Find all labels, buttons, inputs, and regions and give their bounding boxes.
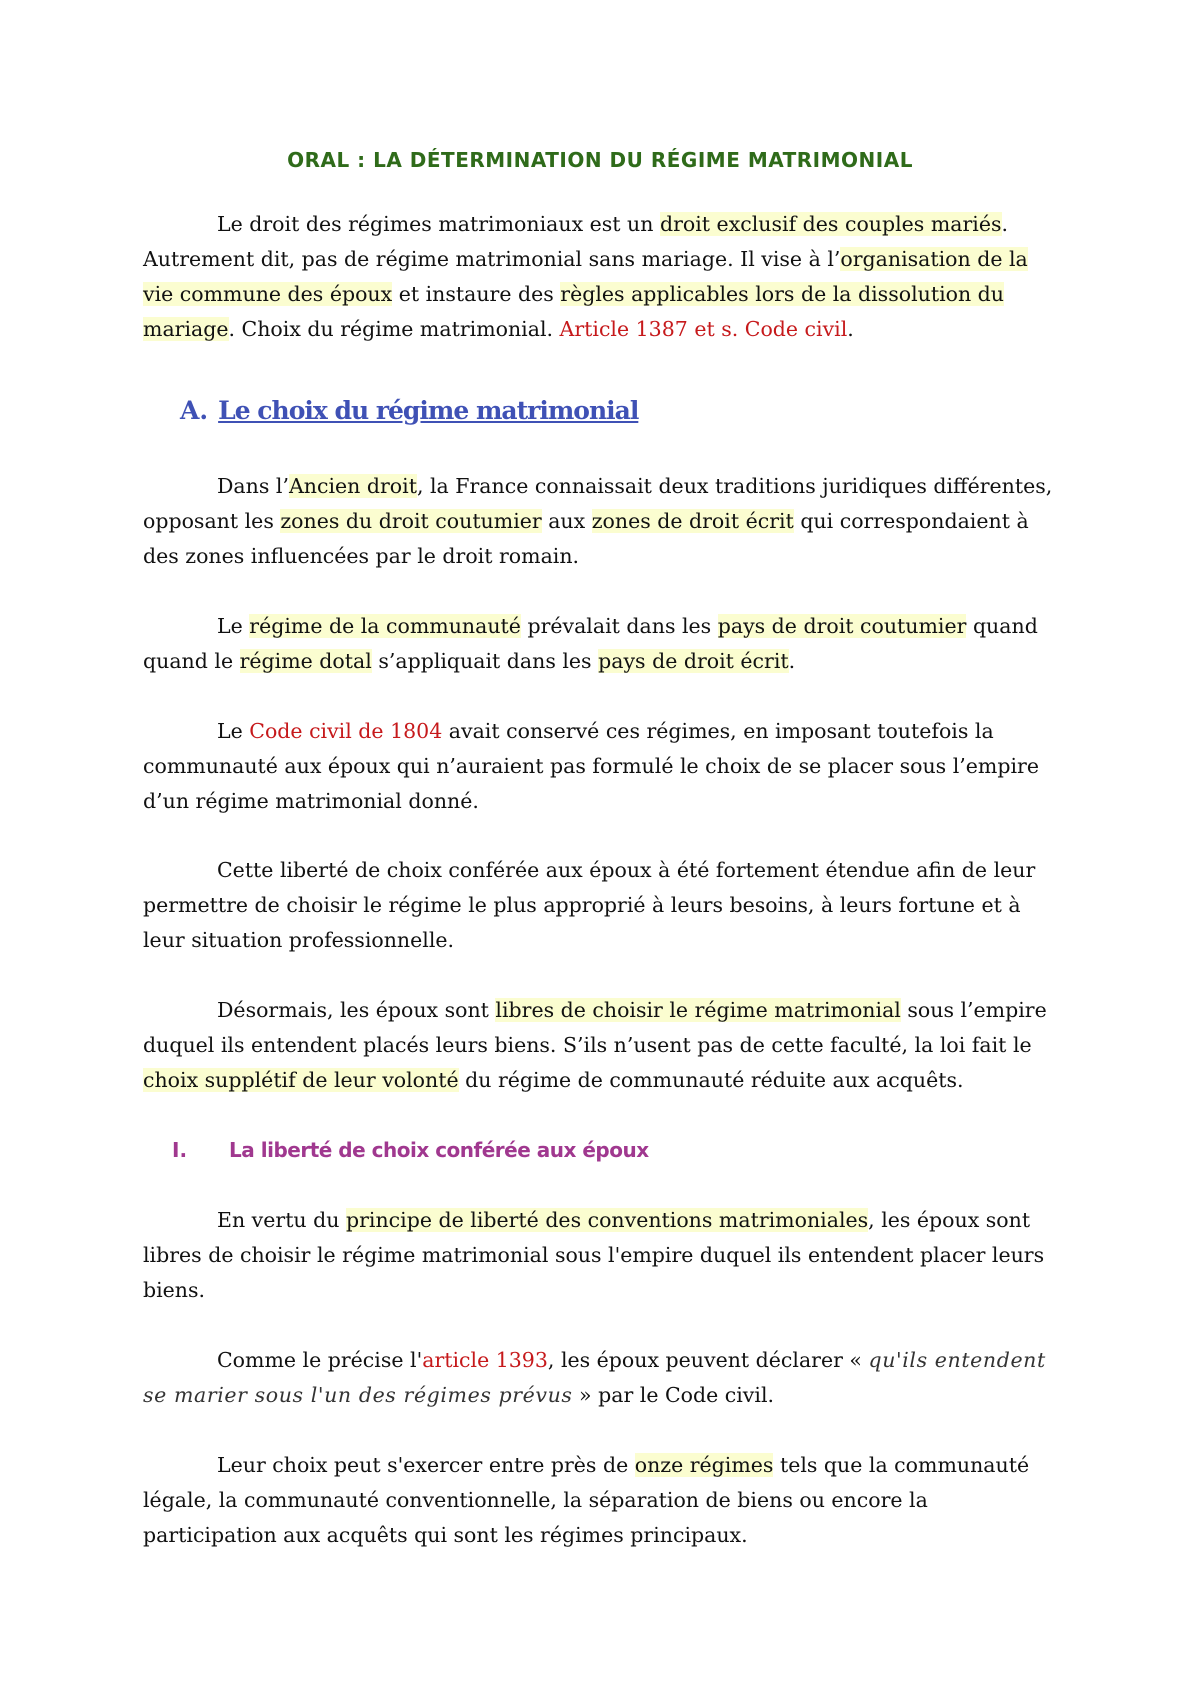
intro-paragraph (143, 207, 1063, 347)
text-run: Le droit des régimes matrimoniaux est un (217, 212, 660, 236)
text-run: aux (541, 509, 592, 533)
text-run: qui correspondaient à des zones influencées par le droit romain. (143, 509, 1029, 568)
text-run: et instaure des (392, 282, 561, 306)
highlighted-phrase: Ancien droit (288, 474, 417, 498)
text-run: Désormais, les époux sont (217, 998, 496, 1022)
highlighted-phrase: choix supplétif de leur volonté (143, 1068, 459, 1092)
highlighted-phrase: organisation de la vie commune des époux (143, 247, 1028, 306)
paragraph-liberte-etendue (143, 853, 1063, 958)
text-run: Le (217, 719, 250, 743)
highlighted-phrase: zones de droit écrit (591, 509, 794, 533)
text-run: prévalait dans les (520, 614, 718, 638)
section-heading-a (180, 396, 638, 425)
paragraph-article-1393 (143, 1343, 1063, 1413)
text-run: sous l’empire duquel ils entendent placés leurs biens. S’ils n’usent pas de cette faculté, la loi fait le (143, 998, 1047, 1057)
paragraph-regime-communaute (143, 609, 1063, 679)
text-run: Comme le précise l' (217, 1348, 423, 1372)
page-title: ORAL : LA DÉTERMINATION DU RÉGIME MATRIMONIAL (287, 148, 913, 172)
text-run: . (788, 649, 796, 673)
highlighted-phrase: zones du droit coutumier (280, 509, 542, 533)
highlighted-phrase: règles applicables lors de la dissolution du mariage (143, 282, 1005, 341)
quoted-text: qu'ils entendent se marier sous l'un des régimes prévus (143, 1348, 1046, 1407)
text-run: . Autrement dit, pas de régime matrimonial sans mariage. Il vise à l’ (143, 212, 1009, 271)
paragraph-ancien-droit (143, 469, 1063, 574)
paragraph-onze-regimes (143, 1448, 1063, 1553)
section-heading-label: La liberté de choix conférée aux époux (229, 1138, 649, 1162)
highlighted-phrase: libres de choisir le régime matrimonial (495, 998, 901, 1022)
text-run: Cette liberté de choix conférée aux époux à été fortement étendue afin de leur permettre de choisir le régime le plus approprié à leurs besoins, à leurs fortune et à leur situation professionnelle. (143, 858, 1036, 952)
text-run: . Choix du régime matrimonial. (228, 317, 560, 341)
section-heading-i (172, 1138, 649, 1162)
text-run: Le (217, 614, 250, 638)
text-run: , les époux peuvent déclarer « (547, 1348, 869, 1372)
paragraph-principe-liberte (143, 1203, 1063, 1308)
section-marker: A. (180, 396, 209, 425)
text-run: » par le Code civil. (572, 1383, 775, 1407)
text-run: , les époux sont libres de choisir le régime matrimonial sous l'empire duquel ils entendent placer leurs biens. (143, 1208, 1045, 1302)
legal-reference: Article 1387 et s. Code civil (559, 317, 848, 341)
highlighted-phrase: droit exclusif des couples mariés (659, 212, 1002, 236)
text-run: Dans l’ (217, 474, 289, 498)
text-run: du régime de communauté réduite aux acquêts. (458, 1068, 964, 1092)
paragraph-desormais (143, 993, 1063, 1098)
text-run: s’appliquait dans les (371, 649, 599, 673)
highlighted-phrase: onze régimes (634, 1453, 774, 1477)
text-run: avait conservé ces régimes, en imposant toutefois la communauté aux époux qui n’auraient pas formulé le choix de se placer sous l’empire d’un régime matrimonial donné. (143, 719, 1039, 813)
legal-reference: article 1393 (422, 1348, 548, 1372)
text-run: . (847, 317, 854, 341)
highlighted-phrase: régime de la communauté (249, 614, 521, 638)
text-run: quand quand le (143, 614, 1038, 673)
highlighted-phrase: régime dotal (239, 649, 372, 673)
text-run: Leur choix peut s'exercer entre près de (217, 1453, 635, 1477)
legal-reference: Code civil de 1804 (249, 719, 443, 743)
text-run: En vertu du (217, 1208, 346, 1232)
section-heading-label: Le choix du régime matrimonial (218, 396, 639, 425)
text-run: , la France connaissait deux traditions juridiques différentes, opposant les (143, 474, 1053, 533)
paragraph-code-civil-1804 (143, 714, 1063, 819)
highlighted-phrase: pays de droit écrit (598, 649, 789, 673)
text-run: tels que la communauté légale, la communauté conventionnelle, la séparation de biens ou encore la participation aux acquêts qui sont les régimes principaux. (143, 1453, 1030, 1547)
highlighted-phrase: principe de liberté des conventions matrimoniales (346, 1208, 869, 1232)
section-marker: I. (172, 1138, 188, 1162)
highlighted-phrase: pays de droit coutumier (717, 614, 967, 638)
